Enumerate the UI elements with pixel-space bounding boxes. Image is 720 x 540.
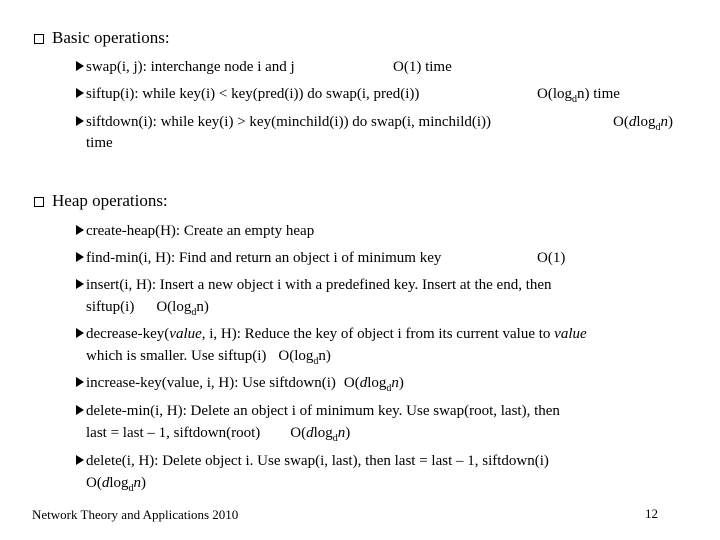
page-number: 12 (645, 506, 658, 521)
cost-part: O(log (156, 299, 192, 315)
cost-d: d (359, 375, 368, 391)
arrow-bullet-icon (76, 328, 84, 338)
cost-n: n (391, 375, 399, 391)
cost-sub: d (313, 356, 319, 367)
cost-part: log (109, 475, 129, 491)
cost-n: n (660, 114, 668, 130)
cost-sub: d (128, 483, 134, 494)
cost-sub: d (655, 122, 661, 133)
siftdown-cont: time (86, 135, 113, 151)
cost-part: n) (196, 299, 209, 315)
find-min-text: find-min(i, H): Find and return an object i of minimum key (86, 250, 442, 266)
decrease-value: value (554, 326, 587, 342)
cost-sub: d (386, 383, 392, 394)
arrow-bullet-icon (76, 88, 84, 98)
insert-cont-text: siftup(i) (86, 299, 135, 315)
basic-title-text: Basic operations: (52, 28, 170, 47)
cost-n: n (337, 425, 346, 441)
delete-cont (86, 472, 146, 494)
cost-part: O(log (537, 86, 572, 102)
cost-part: log (636, 114, 656, 130)
increase-key-item (76, 372, 404, 394)
cost-part: log (367, 375, 387, 391)
cost-part: O( (86, 475, 102, 491)
increase-text: increase-key(value, i, H): Use siftdown(i) (86, 375, 336, 391)
cost-part: n) time (577, 86, 620, 102)
delete-text: delete(i, H): Delete object i. Use swap(i, last), then last = last – 1, siftdown(i) (86, 453, 549, 469)
cost-part: log (313, 425, 333, 441)
find-min-cost: O(1) (537, 250, 566, 266)
cost-part: n) (318, 348, 331, 364)
swap-cost: O(1) time (393, 59, 452, 75)
cost-part: O( (290, 425, 307, 441)
checkbox-bullet-icon (34, 197, 44, 207)
arrow-bullet-icon (76, 405, 84, 415)
siftup-text: siftup(i): while key(i) < key(pred(i)) do swap(i, pred(i)) (86, 86, 420, 102)
cost-d: d (306, 425, 314, 441)
find-min-item (76, 247, 441, 269)
siftup-item (76, 83, 419, 105)
cost-sub: d (572, 94, 577, 105)
arrow-bullet-icon (76, 225, 84, 235)
heap-title-text: Heap operations: (52, 191, 168, 210)
cost-part: ) (668, 114, 673, 130)
create-heap-item (76, 220, 314, 242)
footer-course-title: Network Theory and Applications 2010 (32, 507, 239, 522)
delete-min-text: delete-min(i, H): Delete an object i of minimum key. Use swap(root, last), then (86, 403, 560, 419)
cost-part: ) (398, 375, 404, 391)
siftup-cost (537, 83, 620, 105)
siftdown-cost (613, 111, 673, 133)
delete-min-cont-text: last = last – 1, siftdown(root) (86, 425, 261, 441)
cost-sub: d (191, 307, 197, 318)
decrease-value: value (169, 326, 202, 342)
cost-part: O( (343, 375, 360, 391)
decrease-text: , i, H): Reduce the key of object i from its current value to (201, 326, 555, 342)
heap-operations-heading (34, 191, 168, 211)
delete-min-cont (86, 422, 350, 444)
cost-n: n (133, 475, 141, 491)
basic-operations-heading (34, 28, 170, 48)
cost-part: ) (345, 425, 351, 441)
arrow-bullet-icon (76, 455, 84, 465)
siftdown-item (76, 111, 491, 133)
swap-item (76, 56, 295, 78)
insert-text: insert(i, H): Insert a new object i with a predefined key. Insert at the end, then (86, 277, 552, 293)
cost-d: d (101, 475, 110, 491)
arrow-bullet-icon (76, 377, 84, 387)
cost-sub: d (332, 433, 338, 444)
arrow-bullet-icon (76, 116, 84, 126)
cost-part: O( (613, 114, 629, 130)
decrease-cont (86, 345, 331, 367)
swap-text: swap(i, j): interchange node i and j (86, 59, 295, 75)
delete-item (76, 450, 549, 472)
delete-min-item (76, 400, 560, 422)
create-heap-text: create-heap(H): Create an empty heap (86, 223, 315, 239)
checkbox-bullet-icon (34, 34, 44, 44)
cost-d: d (628, 114, 637, 130)
insert-item (76, 274, 552, 296)
arrow-bullet-icon (76, 61, 84, 71)
cost-part: ) (141, 475, 146, 491)
cost-part: O(log (278, 348, 314, 364)
siftdown-text: siftdown(i): while key(i) > key(minchild(i)) do swap(i, minchild(i)) (86, 114, 492, 130)
arrow-bullet-icon (76, 279, 84, 289)
decrease-cont-text: which is smaller. Use siftup(i) (86, 348, 267, 364)
decrease-key-item (76, 323, 587, 345)
decrease-text: decrease-key( (86, 326, 170, 342)
insert-cont (86, 296, 209, 318)
arrow-bullet-icon (76, 252, 84, 262)
